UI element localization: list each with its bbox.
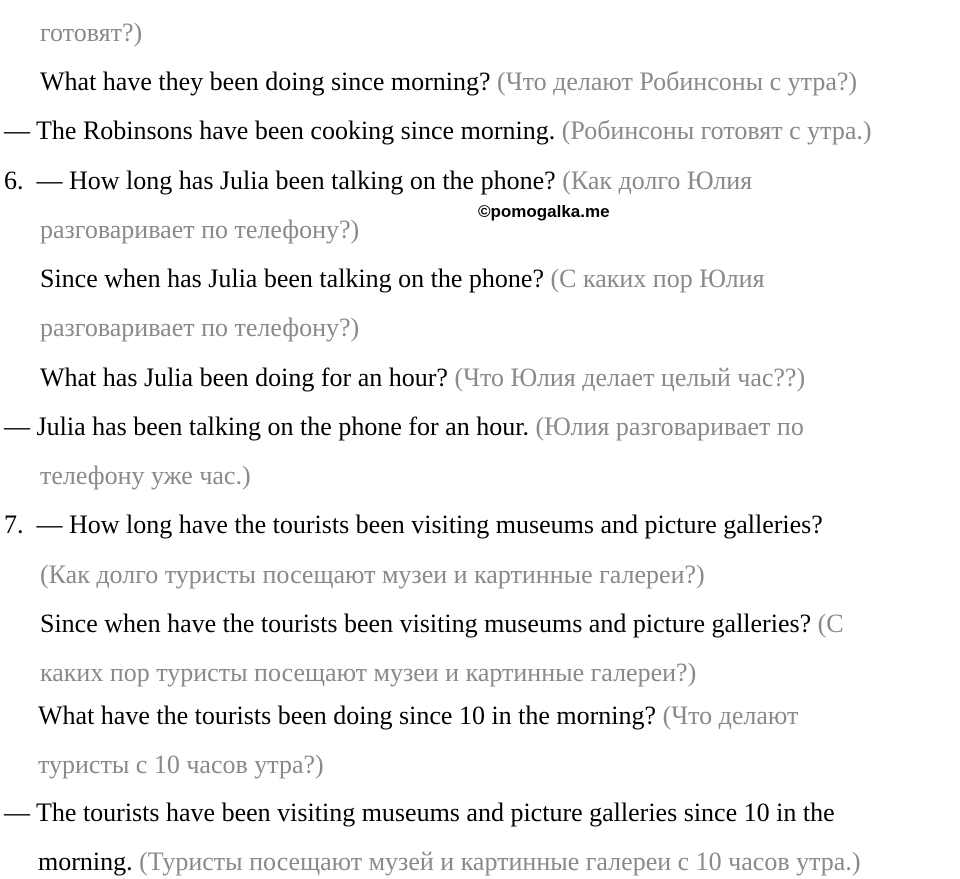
russian-translation: (С каких пор Юлия	[550, 264, 765, 293]
english-text: Since when has Julia been talking on the phone?	[40, 264, 544, 293]
russian-translation: (Что делают	[662, 701, 799, 730]
english-text: What have they been doing since morning?	[40, 67, 491, 96]
text-line	[40, 264, 764, 294]
russian-translation: телефону уже час.)	[40, 461, 251, 490]
english-text: — The Robinsons have been cooking since morning.	[4, 116, 556, 145]
russian-translation: туристы с 10 часов утра?)	[38, 750, 324, 779]
text-line	[4, 116, 872, 146]
text-line	[40, 18, 142, 48]
watermark: ©pomogalka.me	[478, 202, 610, 221]
text-line	[40, 215, 359, 245]
english-text: morning.	[38, 847, 133, 876]
russian-translation: (Что делают Робинсоны с утра?)	[497, 67, 858, 96]
english-text: What have the tourists been doing since 10 in the morning?	[38, 701, 657, 730]
text-line	[40, 658, 696, 688]
russian-translation: (Туристы посещают музей и картинные галереи с 10 часов утра.)	[139, 847, 861, 876]
english-text: Since when have the tourists been visiting museums and picture galleries?	[40, 609, 812, 638]
russian-translation: (Юлия разговаривает по	[535, 412, 804, 441]
text-line	[40, 67, 857, 97]
text-line	[40, 461, 251, 491]
text-line	[38, 750, 324, 780]
english-text: 6. — How long has Julia been talking on the phone?	[4, 166, 556, 195]
russian-translation: готовят?)	[40, 18, 143, 47]
russian-translation: (Что Юлия делает целый час??)	[454, 363, 806, 392]
russian-translation: (С	[817, 609, 844, 638]
english-text: What has Julia been doing for an hour?	[40, 363, 448, 392]
text-line	[40, 560, 705, 590]
text-line	[40, 363, 805, 393]
english-text: — Julia has been talking on the phone for an hour.	[4, 412, 529, 441]
russian-translation: (Как долго туристы посещают музеи и картинные галереи?)	[40, 560, 705, 589]
text-line	[4, 166, 752, 196]
text-line	[4, 798, 835, 828]
text-line	[40, 313, 359, 343]
russian-translation: разговаривает по телефону?)	[40, 215, 360, 244]
text-line	[4, 510, 823, 540]
english-text: 7. — How long have the tourists been visiting museums and picture galleries?	[4, 510, 823, 539]
text-line	[40, 609, 844, 639]
text-line	[38, 701, 798, 731]
russian-translation: (Как долго Юлия	[562, 166, 753, 195]
text-line	[4, 412, 804, 442]
russian-translation: разговаривает по телефону?)	[40, 313, 360, 342]
text-line	[38, 847, 861, 877]
russian-translation: (Робинсоны готовят с утра.)	[561, 116, 872, 145]
russian-translation: каких пор туристы посещают музеи и картинные галереи?)	[40, 658, 697, 687]
english-text: — The tourists have been visiting museums and picture galleries since 10 in the	[4, 798, 835, 827]
